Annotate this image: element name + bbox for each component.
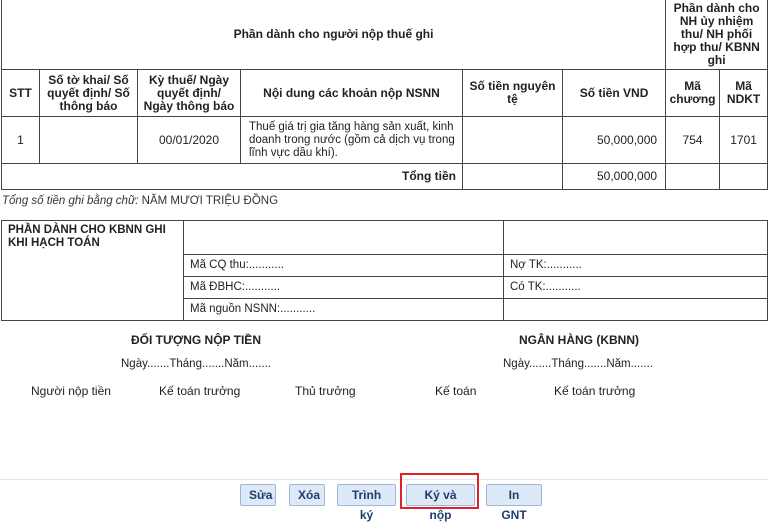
kbnn-title: PHẦN DÀNH CHO KBNN GHI KHI HẠCH TOÁN — [2, 221, 184, 255]
col-noi-dung: Nội dung các khoản nộp NSNN — [241, 70, 463, 117]
total-blank-3 — [720, 164, 768, 190]
bank-title: NGÂN HÀNG (KBNN) — [519, 333, 639, 347]
payer-date: Ngày.......Tháng.......Năm....... — [121, 358, 271, 370]
role-accountant: Kế toán — [435, 384, 477, 398]
ma-dbhc: Mã ĐBHC:........... — [184, 277, 504, 299]
amount-in-words-value: NĂM MƯƠI TRIỆU ĐỒNG — [141, 195, 279, 207]
col-so-tien-vnd: Số tiền VND — [563, 70, 666, 117]
bank-section-header: Phần dành cho NH ủy nhiệm thu/ NH phối hợp thu/ KBNN ghi — [666, 0, 768, 70]
cell-ma-chuong: 754 — [666, 117, 720, 164]
payer-title: ĐỐI TƯỢNG NỘP TIỀN — [131, 333, 261, 347]
co-tk: Có TK:........... — [504, 277, 768, 299]
total-value: 50,000,000 — [563, 164, 666, 190]
col-ma-chuong: Mã chương — [666, 70, 720, 117]
col-so-to-khai: Số tờ khai/ Số quyết định/ Số thông báo — [40, 70, 138, 117]
cell-ky-thue: 00/01/2020 — [138, 117, 241, 164]
cell-so-tien-nguyen-te — [463, 117, 563, 164]
amount-in-words-label: Tổng số tiền ghi bằng chữ: — [2, 195, 139, 207]
ma-cq-thu: Mã CQ thu:........... — [184, 255, 504, 277]
col-so-tien-nguyen-te: Số tiền nguyên tệ — [463, 70, 563, 117]
table-row — [2, 117, 768, 164]
kbnn-blank-2 — [504, 221, 768, 255]
col-ma-ndkt: Mã NDKT — [720, 70, 768, 117]
taxpayer-section-header: Phần dành cho người nộp thuế ghi — [2, 0, 666, 70]
kbnn-left-blank-2 — [2, 277, 184, 299]
total-blank — [463, 164, 563, 190]
kbnn-left-blank — [2, 255, 184, 277]
bank-date: Ngày.......Tháng.......Năm....... — [503, 358, 653, 370]
col-ky-thue: Kỳ thuế/ Ngày quyết định/ Ngày thông báo — [138, 70, 241, 117]
total-blank-2 — [666, 164, 720, 190]
kbnn-left-blank-3 — [2, 299, 184, 321]
submit-for-signing-button[interactable]: Trình ký — [337, 484, 396, 506]
kbnn-blank-1 — [184, 221, 504, 255]
sign-and-submit-button[interactable]: Ký và nộp — [406, 484, 475, 506]
no-tk: Nợ TK:........... — [504, 255, 768, 277]
highlight-box — [400, 473, 479, 509]
role-bank-chief-accountant: Kế toán trưởng — [554, 384, 636, 398]
cell-ma-ndkt: 1701 — [720, 117, 768, 164]
role-payer: Người nộp tiền — [31, 384, 111, 398]
total-row — [2, 164, 768, 190]
edit-button[interactable]: Sửa — [240, 484, 276, 506]
kbnn-right-blank — [504, 299, 768, 321]
role-chief-accountant: Kế toán trưởng — [159, 384, 241, 398]
role-head: Thủ trưởng — [295, 384, 356, 398]
cell-so-tien-vnd: 50,000,000 — [563, 117, 666, 164]
kbnn-section — [1, 220, 768, 321]
amount-in-words — [2, 195, 278, 207]
total-label: Tổng tiền — [2, 164, 463, 190]
ma-nguon-nsnn: Mã nguồn NSNN:........... — [184, 299, 504, 321]
delete-button[interactable]: Xóa — [289, 484, 325, 506]
print-gnt-button[interactable]: In GNT — [486, 484, 542, 506]
cell-stt: 1 — [2, 117, 40, 164]
tax-payment-table — [1, 0, 768, 190]
col-stt: STT — [2, 70, 40, 117]
cell-noi-dung: Thuế giá trị gia tăng hàng sản xuất, kinh doanh trong nước (gồm cả dịch vụ trong lĩnh vực dầu khí). — [241, 117, 463, 164]
cell-so-to-khai — [40, 117, 138, 164]
